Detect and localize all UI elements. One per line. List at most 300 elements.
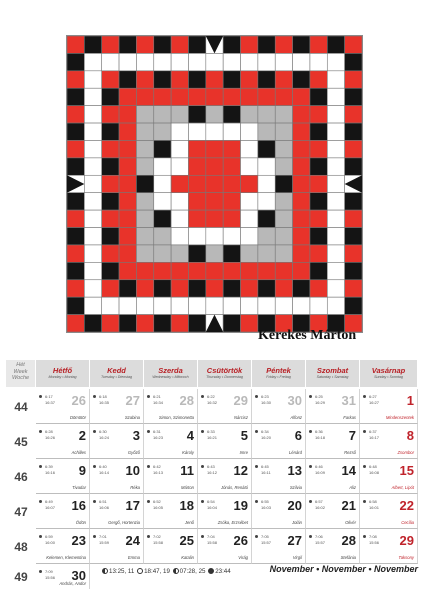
art-square	[345, 245, 362, 262]
art-square	[188, 71, 205, 88]
art-square	[102, 53, 119, 70]
sun-times: 6:39 16:16	[39, 464, 55, 475]
day-cell[interactable]	[36, 564, 90, 589]
art-square	[188, 106, 205, 123]
art-square	[223, 315, 240, 332]
day-cell[interactable]	[90, 529, 144, 564]
name-day: Lénárd	[288, 450, 302, 455]
date-number: 4	[186, 428, 194, 443]
art-square	[258, 297, 275, 314]
day-cell[interactable]	[144, 424, 198, 459]
name-day: Jenő	[184, 520, 194, 525]
art-square	[102, 158, 119, 175]
art-square	[206, 71, 223, 88]
art-square	[275, 88, 292, 105]
art-square	[293, 175, 310, 192]
moon-phase-time: 23:44	[215, 568, 231, 575]
art-square	[119, 297, 136, 314]
art-square	[223, 140, 240, 157]
day-cell[interactable]	[198, 529, 252, 564]
art-square	[275, 228, 292, 245]
art-square	[258, 158, 275, 175]
art-square	[119, 123, 136, 140]
art-square	[258, 210, 275, 227]
day-subtitle: Sunday • Sonntag	[374, 375, 403, 379]
art-square	[345, 228, 362, 245]
day-header	[306, 360, 360, 387]
art-square	[136, 193, 153, 210]
art-square	[154, 193, 171, 210]
day-cell[interactable]	[36, 494, 90, 529]
name-day: Virág	[238, 555, 248, 560]
sun-times: 6:17 16:37	[39, 394, 55, 405]
art-square	[275, 106, 292, 123]
art-square	[206, 140, 223, 157]
art-square	[293, 140, 310, 157]
art-square	[293, 280, 310, 297]
name-day: Gergő, Hortenzia	[108, 520, 140, 525]
day-subtitle: Monday • Montag	[48, 375, 77, 379]
date-number: 26	[233, 533, 248, 548]
art-square	[223, 175, 240, 192]
date-number: 26	[71, 393, 86, 408]
date-number: 28	[179, 393, 194, 408]
day-cell[interactable]	[252, 424, 306, 459]
art-square	[84, 88, 101, 105]
art-square	[293, 297, 310, 314]
art-square	[223, 106, 240, 123]
sun-times: 6:58 16:01	[363, 499, 379, 510]
day-cell[interactable]	[144, 389, 198, 424]
day-cell[interactable]	[306, 494, 360, 529]
day-cell[interactable]	[252, 529, 306, 564]
art-square	[67, 210, 84, 227]
date-number: 19	[233, 498, 248, 513]
moon-half-icon	[173, 568, 179, 574]
art-square	[241, 71, 258, 88]
name-day: Tivadar	[72, 485, 86, 490]
moon-full-icon	[137, 568, 143, 574]
art-square	[171, 193, 188, 210]
art-square	[293, 123, 310, 140]
art-square	[206, 123, 223, 140]
art-square	[102, 210, 119, 227]
date-number: 23	[71, 533, 86, 548]
art-square	[136, 315, 153, 332]
moon-new-icon	[208, 568, 214, 574]
sun-times: 7:01 15:59	[93, 534, 109, 545]
art-square	[119, 106, 136, 123]
art-square	[171, 53, 188, 70]
date-number: 2	[78, 428, 86, 443]
art-square	[327, 88, 344, 105]
art-square	[241, 175, 258, 192]
week-header	[6, 360, 36, 387]
day-cell[interactable]	[360, 529, 418, 564]
day-cell[interactable]	[252, 494, 306, 529]
art-square	[275, 158, 292, 175]
week-number: 49	[14, 569, 28, 584]
art-square	[154, 88, 171, 105]
art-square	[67, 193, 84, 210]
date-number: 22	[399, 498, 414, 513]
art-square	[275, 210, 292, 227]
art-square	[119, 193, 136, 210]
art-square	[188, 315, 205, 332]
art-square	[188, 297, 205, 314]
art-square	[223, 88, 240, 105]
day-cell[interactable]	[90, 459, 144, 494]
day-cell[interactable]	[252, 459, 306, 494]
art-square	[67, 140, 84, 157]
sun-times: 6:57 16:02	[309, 499, 325, 510]
art-square	[188, 175, 205, 192]
day-name: Vasárnap	[371, 366, 406, 375]
art-square	[206, 210, 223, 227]
artist-name: Kerekes Márton	[258, 328, 357, 343]
day-subtitle: Friday • Freitag	[266, 375, 291, 379]
art-square	[258, 123, 275, 140]
art-square	[206, 228, 223, 245]
day-cell[interactable]	[198, 494, 252, 529]
art-square	[310, 297, 327, 314]
day-cell[interactable]	[36, 424, 90, 459]
art-square	[327, 106, 344, 123]
art-square	[154, 71, 171, 88]
day-cell[interactable]	[90, 424, 144, 459]
art-square	[188, 228, 205, 245]
art-square	[275, 262, 292, 279]
art-square	[241, 262, 258, 279]
date-number: 30	[71, 568, 86, 583]
art-square	[206, 280, 223, 297]
art-square	[67, 262, 84, 279]
art-square	[327, 123, 344, 140]
art-square	[154, 245, 171, 262]
week-number: 48	[14, 539, 28, 554]
day-cell[interactable]	[90, 389, 144, 424]
art-square	[206, 158, 223, 175]
name-day: Emma	[127, 555, 140, 560]
art-square	[258, 280, 275, 297]
art-square	[102, 193, 119, 210]
art-square	[206, 193, 223, 210]
name-day: Dömötör	[69, 415, 86, 420]
art-square	[258, 36, 275, 53]
art-square	[345, 297, 362, 314]
art-square	[293, 106, 310, 123]
art-square	[171, 175, 188, 192]
art-square	[241, 315, 258, 332]
date-number: 27	[125, 393, 140, 408]
art-square	[171, 280, 188, 297]
art-square	[223, 210, 240, 227]
art-square	[258, 71, 275, 88]
art-square	[188, 36, 205, 53]
art-square	[293, 262, 310, 279]
art-square	[84, 140, 101, 157]
date-number: 6	[294, 428, 302, 443]
day-header	[360, 360, 418, 387]
date-number: 28	[341, 533, 356, 548]
art-square	[310, 175, 327, 192]
art-square	[275, 245, 292, 262]
art-square	[119, 71, 136, 88]
art-square	[84, 262, 101, 279]
art-square	[241, 36, 258, 53]
name-day: Alfonz	[290, 415, 302, 420]
sun-times: 6:49 16:07	[39, 499, 55, 510]
art-square	[241, 106, 258, 123]
art-square	[293, 158, 310, 175]
day-cell[interactable]	[198, 424, 252, 459]
art-square	[345, 140, 362, 157]
art-square	[223, 123, 240, 140]
day-cell[interactable]	[360, 424, 418, 459]
art-square	[241, 140, 258, 157]
art-square	[310, 245, 327, 262]
art-square	[223, 71, 240, 88]
art-square	[310, 53, 327, 70]
moon-phase-time: 13:25, 11	[109, 568, 135, 575]
art-square	[345, 262, 362, 279]
name-day: Jolán	[291, 520, 302, 525]
art-square	[102, 88, 119, 105]
art-square	[136, 158, 153, 175]
day-cell[interactable]	[306, 389, 360, 424]
day-cell[interactable]	[198, 389, 252, 424]
sun-times: 6:22 16:32	[201, 394, 217, 405]
day-header	[144, 360, 198, 387]
art-square	[102, 228, 119, 245]
day-cell[interactable]	[36, 459, 90, 494]
art-square	[84, 175, 101, 192]
name-day: Zsóka, Erzsébet	[217, 520, 248, 525]
name-day: Virgil	[292, 555, 302, 560]
art-square	[84, 193, 101, 210]
art-square	[154, 36, 171, 53]
art-square	[84, 158, 101, 175]
day-cell[interactable]	[252, 389, 306, 424]
art-square	[293, 193, 310, 210]
art-square	[171, 210, 188, 227]
art-square	[136, 245, 153, 262]
sun-times: 6:25 16:29	[309, 394, 325, 405]
day-cell[interactable]	[306, 424, 360, 459]
art-square	[310, 280, 327, 297]
sun-times: 6:23 16:30	[255, 394, 271, 405]
sun-times: 6:34 16:20	[255, 429, 271, 440]
name-day: Albert, Lipót	[391, 485, 414, 490]
art-square	[67, 71, 84, 88]
artwork-checkerboard-drawing	[67, 36, 362, 332]
day-cell[interactable]	[360, 494, 418, 529]
sun-times: 6:40 16:14	[93, 464, 109, 475]
name-day: Jónás, Renátó	[220, 485, 248, 490]
art-square	[171, 158, 188, 175]
date-number: 3	[132, 428, 140, 443]
art-square	[84, 280, 101, 297]
art-square	[102, 315, 119, 332]
sun-times: 7:02 15:58	[147, 534, 163, 545]
art-square	[275, 280, 292, 297]
art-square	[345, 123, 362, 140]
month-label: November • November • November	[269, 564, 418, 574]
day-cell[interactable]	[144, 459, 198, 494]
sun-times: 6:36 16:18	[309, 429, 325, 440]
art-square	[293, 88, 310, 105]
day-cell[interactable]	[144, 529, 198, 564]
name-day: Olivér	[345, 520, 356, 525]
art-square	[258, 262, 275, 279]
sun-times: 6:45 16:11	[255, 464, 271, 475]
art-square	[223, 228, 240, 245]
sun-times: 6:46 16:09	[309, 464, 325, 475]
art-square	[171, 262, 188, 279]
day-subtitle: Wednesday • Mittwoch	[152, 375, 189, 379]
date-number: 31	[341, 393, 356, 408]
day-cell[interactable]	[360, 459, 418, 494]
sun-times: 6:52 16:05	[147, 499, 163, 510]
art-square	[206, 245, 223, 262]
art-square	[223, 280, 240, 297]
art-square	[293, 36, 310, 53]
week-number: 46	[14, 469, 28, 484]
art-square	[171, 228, 188, 245]
art-square	[171, 36, 188, 53]
art-square	[258, 140, 275, 157]
name-day: Győző	[127, 450, 140, 455]
art-square	[171, 88, 188, 105]
art-square	[188, 280, 205, 297]
art-square	[136, 228, 153, 245]
art-square	[293, 71, 310, 88]
art-square	[171, 315, 188, 332]
art-square	[119, 175, 136, 192]
date-number: 30	[287, 393, 302, 408]
art-square	[154, 140, 171, 157]
day-cell[interactable]	[90, 494, 144, 529]
art-square	[310, 228, 327, 245]
week-number: 47	[14, 504, 28, 519]
art-square	[171, 123, 188, 140]
art-square	[241, 245, 258, 262]
art-square	[67, 245, 84, 262]
art-square	[188, 245, 205, 262]
art-square	[188, 88, 205, 105]
art-square	[84, 297, 101, 314]
art-square	[345, 88, 362, 105]
art-square	[345, 53, 362, 70]
art-square	[327, 71, 344, 88]
name-day: Kelemen, Klementina	[46, 555, 86, 560]
art-square	[136, 140, 153, 157]
art-square	[275, 193, 292, 210]
name-day: Réka	[130, 485, 140, 490]
date-number: 11	[180, 463, 194, 478]
week-label-hu: Hét	[16, 362, 25, 368]
art-square	[154, 210, 171, 227]
art-square	[154, 158, 171, 175]
art-square	[275, 53, 292, 70]
day-cell[interactable]	[306, 459, 360, 494]
name-day: Szilvia	[289, 485, 302, 490]
art-square	[154, 262, 171, 279]
art-square	[327, 53, 344, 70]
art-square	[84, 315, 101, 332]
day-cell[interactable]	[144, 494, 198, 529]
art-square	[67, 53, 84, 70]
art-square	[119, 228, 136, 245]
art-square	[119, 158, 136, 175]
date-number: 29	[233, 393, 248, 408]
sun-times: 6:28 16:26	[39, 429, 55, 440]
art-square	[310, 158, 327, 175]
moon-phase-time: 07:28, 25	[179, 568, 206, 575]
sun-times: 6:27 16:27	[363, 394, 379, 405]
name-day: Stefánia	[340, 555, 356, 560]
day-cell[interactable]	[36, 529, 90, 564]
date-number: 10	[125, 463, 140, 478]
day-cell[interactable]	[36, 389, 90, 424]
date-number: 9	[78, 463, 86, 478]
art-square	[327, 228, 344, 245]
art-square	[119, 36, 136, 53]
sun-times: 7:06 15:57	[309, 534, 325, 545]
art-square	[136, 262, 153, 279]
name-day: Farkas	[343, 415, 356, 420]
art-square	[136, 106, 153, 123]
art-square	[241, 123, 258, 140]
sun-times: 6:31 16:23	[147, 429, 163, 440]
art-square	[310, 36, 327, 53]
art-square	[67, 36, 84, 53]
art-square	[188, 193, 205, 210]
day-cell[interactable]	[198, 459, 252, 494]
day-subtitle: Saturday • Samstag	[316, 375, 349, 379]
date-number: 1	[406, 393, 414, 408]
art-square	[154, 228, 171, 245]
name-day: Nárcisz	[234, 415, 248, 420]
art-square	[84, 123, 101, 140]
art-square	[102, 262, 119, 279]
day-cell[interactable]	[360, 389, 418, 424]
sun-times: 7:05 15:57	[255, 534, 271, 545]
sun-times: 6:48 16:08	[363, 464, 379, 475]
art-square	[67, 123, 84, 140]
day-header	[36, 360, 90, 387]
art-square	[241, 158, 258, 175]
art-square	[258, 193, 275, 210]
sun-times: 6:59 16:00	[39, 534, 55, 545]
art-square	[275, 123, 292, 140]
art-square	[154, 297, 171, 314]
name-day: Achilles	[71, 450, 86, 455]
name-day: Zsombor	[397, 450, 414, 455]
name-day: Imre	[239, 450, 248, 455]
art-square	[327, 262, 344, 279]
day-name: Kedd	[107, 366, 126, 375]
sun-times: 6:43 16:12	[201, 464, 217, 475]
art-square	[310, 262, 327, 279]
day-cell[interactable]	[306, 529, 360, 564]
art-square	[223, 36, 240, 53]
sun-times: 6:30 16:24	[93, 429, 109, 440]
week-number: 44	[14, 399, 28, 414]
art-square	[275, 297, 292, 314]
art-square	[154, 315, 171, 332]
art-square	[67, 315, 84, 332]
